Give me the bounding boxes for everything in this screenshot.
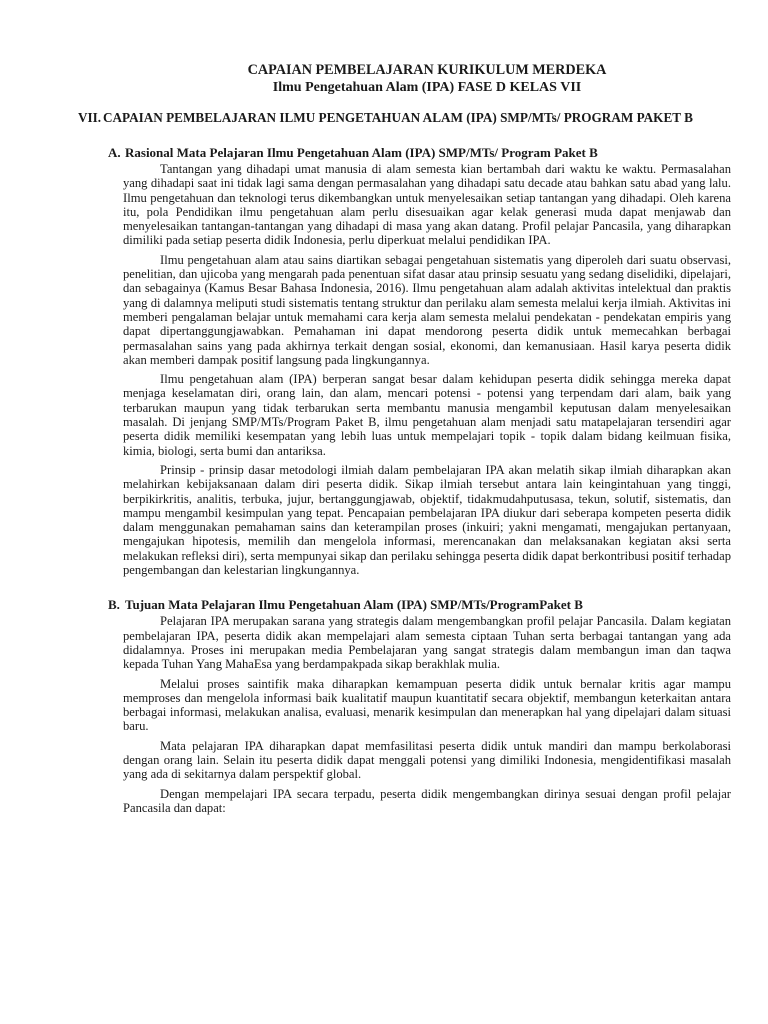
paragraph: Tantangan yang dihadapi umat manusia di alam semesta kian bertambah dari waktu ke waktu. Permasalahan yang dihadapi saat ini tidak lagi sama dengan permasalahan yang dihadapi satu decade atau bahkan satu abad yang lalu. Ilmu pengetahuan dan teknologi terus dikembangkan untuk menyelesaikan setiap tantangan yang dihadapi. Oleh karena itu, pola Pendidikan ilmu pengetahuan alam perlu disesuaikan agar kelak generasi muda dapat menjawab dan menyelesaikan tantangan-tantangan yang dihadapi di masa yang akan datang. Profil pelajar Pancasila, yang diharapkan dimiliki pada setiap peserta didik Indonesia, perlu diperkuat melalui pendidikan IPA. (123, 162, 731, 248)
paragraph: Ilmu pengetahuan alam (IPA) berperan sangat besar dalam kehidupan peserta didik sehingga mereka dapat menjaga keselamatan diri, orang lain, dan alam, mencari potensi - potensi yang terpendam dari alam, baik yang terbarukan maupun yang tidak terbarukan serta membantu manusia mengambil keputusan dalam menyelesaikan masalah. Di jenjang SMP/MTs/Program Paket B, ilmu pengetahuan alam menjadi satu matapelajaran tersendiri agar peserta didik memiliki kesempatan yang lebih luas untuk mempelajari topik - topik dalam bidang keilmuan fisika, kimia, biologi, serta bumi dan antariksa. (123, 372, 731, 458)
chapter-heading (78, 110, 731, 125)
document-page (78, 58, 731, 820)
paragraph: Prinsip - prinsip dasar metodologi ilmiah dalam pembelajaran IPA akan melatih sikap ilmiah diharapkan akan melahirkan kebijaksanaan dalam diri peserta didik. Sikap ilmiah tersebut antara lain keingintahuan yang tinggi, berpikirkritis, analitis, terbuka, jujur, bertanggungjawab, objektif, tidakmudahputusasa, tekun, solutif, sistematis, dan mampu mengambil kesimpulan yang tepat. Pencapaian pembelajaran IPA diukur dari seberapa kompeten peserta didik dalam menggunakan pemahaman sains dan keterampilan proses (inkuiri; yakni mengamati, mengajukan pertanyaan, mengajukan hipotesis, memilih dan mengelola informasi, merencanakan dan melaksanakan kegiatan aksi serta melakukan refleksi diri), serta mempunyai sikap dan perilaku sehingga peserta didik dapat berkontribusi positif terhadap pengembangan dan kelestarian lingkungannya. (123, 462, 731, 578)
chapter-title: CAPAIAN PEMBELAJARAN ILMU PENGETAHUAN ALAM (IPA) SMP/MTs/ PROGRAM PAKET B (103, 110, 693, 125)
chapter-number: VII. (78, 110, 102, 125)
document-subtitle: Ilmu Pengetahuan Alam (IPA) FASE D KELAS VII (272, 80, 582, 95)
paragraph: Mata pelajaran IPA diharapkan dapat memfasilitasi peserta didik untuk mandiri dan mampu berkolaborasi dengan orang lain. Selain itu peserta didik dapat menggali potensi yang dimiliki Indonesia, mengidentifikasi masalah yang ada di sekitarnya dalam perspektif global. (123, 738, 731, 782)
section-heading (108, 145, 731, 160)
section-letter: B. (108, 597, 120, 613)
paragraph: Dengan mempelajari IPA secara terpadu, peserta didik mengembangkan dirinya sesuai dengan profil pelajar Pancasila dan dapat: (123, 786, 731, 815)
section-title: Tujuan Mata Pelajaran Ilmu Pengetahuan Alam (IPA) SMP/MTs/ProgramPaket B (125, 597, 583, 613)
section-heading (108, 597, 731, 612)
document-title: CAPAIAN PEMBELAJARAN KURIKULUM MERDEKA (247, 62, 607, 78)
paragraph: Melalui proses saintifik maka diharapkan kemampuan peserta didik untuk bernalar kritis agar mampu memproses dan mengelola informasi baik kualitatif maupun kuantitatif secara objektif, membangun keterkaitan antara berbagai informasi, melakukan analisa, evaluasi, menarik kesimpulan dan menerapkan hal yang dipelajari dalam situasi baru. (123, 676, 731, 734)
paragraph: Pelajaran IPA merupakan sarana yang strategis dalam mengembangkan profil pelajar Pancasila. Dalam kegiatan pembelajaran IPA, peserta didik akan mempelajari alam semesta ciptaan Tuhan serta berbagai tantangan yang ada didalamnya. Proses ini merupakan media Pembelajaran yang sangat strategis dalam membangun iman dan taqwa kepada Tuhan Yang MahaEsa yang berdampakpada sikap berakhlak mulia. (123, 614, 731, 672)
section-a (108, 145, 731, 578)
section-letter: A. (108, 145, 121, 160)
section-title: Rasional Mata Pelajaran Ilmu Pengetahuan Alam (IPA) SMP/MTs/ Program Paket B (125, 145, 598, 160)
section-b (108, 597, 731, 815)
paragraph: Ilmu pengetahuan alam atau sains diartikan sebagai pengetahuan sistematis yang diperoleh dari suatu observasi, penelitian, dan ujicoba yang mengarah pada penentuan sifat dasar atau prinsip sesuatu yang sedang diselidiki, dipelajari, dan sebagainya (Kamus Besar Bahasa Indonesia, 2016). Ilmu pengetahuan alam adalah aktivitas intelektual dan praktis yang di dalamnya meliputi studi sistematis tentang struktur dan perilaku alam semesta melalui kerja ilmiah. Aktivitas ini memberi pengalaman belajar untuk memahami cara kerja alam semesta melalui pendekatan - pendekatan empiris yang dapat dipertanggungjawabkan. Pemahaman ini dapat mendorong peserta didik untuk memecahkan berbagai permasalahan sains yang pada akhirnya terkait dengan sosial, ekonomi, dan kemanusiaan. Hasil karya peserta didik akan memberi dampak positif langsung pada lingkungannya. (123, 252, 731, 367)
